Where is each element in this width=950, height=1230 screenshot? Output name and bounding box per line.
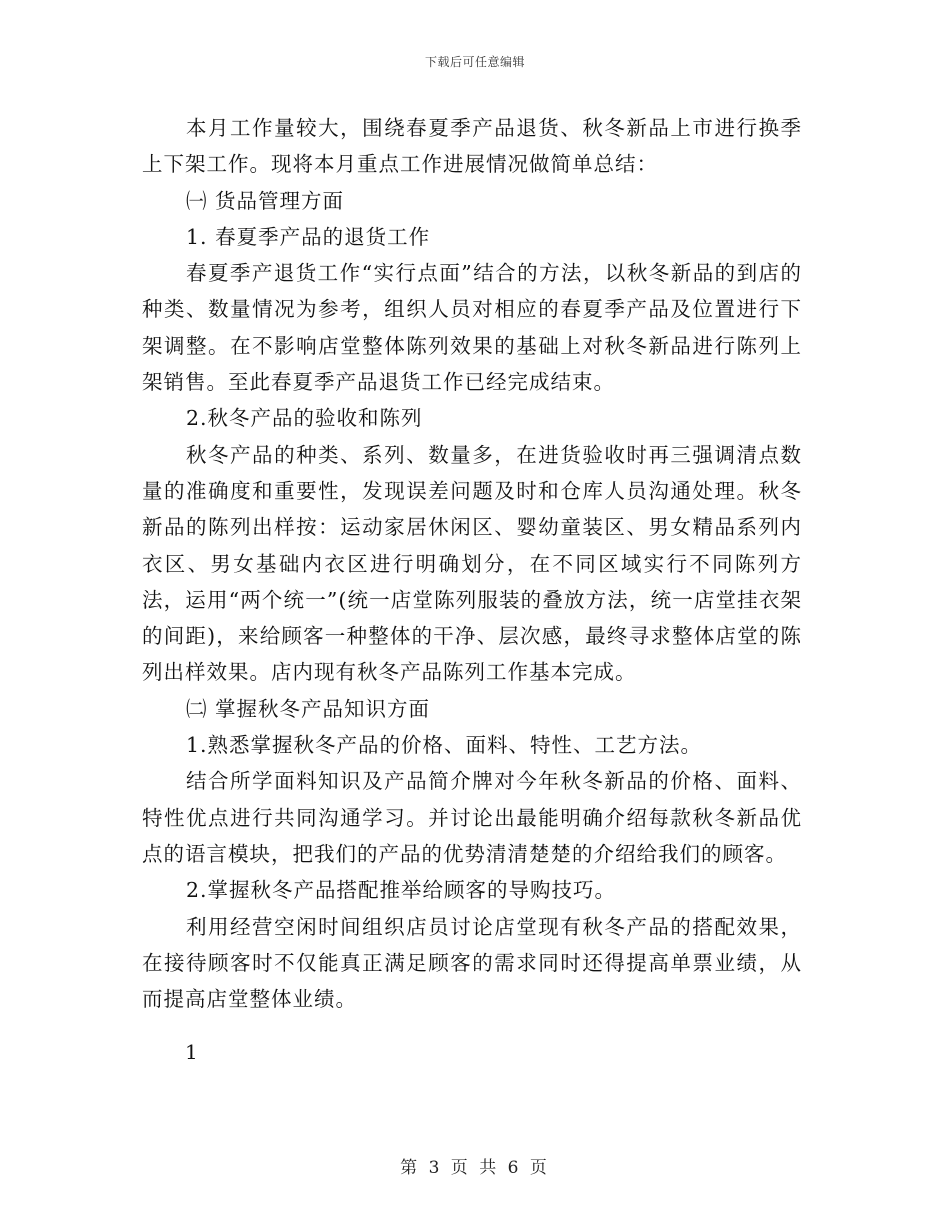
subheading-matching-skills: 2.掌握秋冬产品搭配推举给顾客的导购技巧。	[186, 878, 617, 903]
intro-paragraph: 本月工作量较大，围绕春夏季产品退货、秋冬新品上市进行换季上下架工作。现将本月重点工作进展情况做简单总结：	[142, 116, 802, 177]
inline-page-marker: 1	[185, 1040, 198, 1064]
paragraph-product-familiarity: 结合所学面料知识及产品简介牌对今年秋冬新品的价格、面料、特性优点进行共同沟通学习。并讨论出最能明确介绍每款秋冬新品优点的语言模块，把我们的产品的优势清清楚楚的介绍给我们的顾客。	[142, 769, 802, 866]
section-heading-product-knowledge: ㈡ 掌握秋冬产品知识方面	[186, 696, 431, 721]
subheading-product-familiarity: 1.熟悉掌握秋冬产品的价格、面料、特性、工艺方法。	[186, 733, 703, 758]
document-body	[142, 110, 802, 1017]
paragraph-matching-skills: 利用经营空闲时间组织店员讨论店堂现有秋冬产品的搭配效果，在接待顾客时不仅能真正满足顾客的需求同时还得提高单票业绩，从而提高店堂整体业绩。	[142, 914, 802, 1012]
section-heading-goods-management: ㈠ 货品管理方面	[186, 188, 345, 213]
paragraph-autumn-winter-display: 秋冬产品的种类、系列、数量多，在进货验收时再三强调清点数量的准确度和重要性，发现误差问题及时和仓库人员沟通处理。秋冬新品的陈列出样按：运动家居休闲区、婴幼童装区、男女精品系列内衣区、男女基础内衣区进行明确划分，在不同区域实行不同陈列方法，运用“两个统一”(统一店堂陈列服装的叠放方法，统一店堂挂衣架的间距)，来给顾客一种整体的干净、层次感，最终寻求整体店堂的陈列出样效果。店内现有秋冬产品陈列工作基本完成。	[142, 442, 802, 685]
subheading-autumn-winter-display: 2.秋冬产品的验收和陈列	[186, 406, 423, 431]
paragraph-spring-summer-returns: 春夏季产退货工作“实行点面”结合的方法，以秋冬新品的到店的种类、数量情况为参考，组织人员对相应的春夏季产品及位置进行下架调整。在不影响店堂整体陈列效果的基础上对秋冬新品进行陈列上架销售。至此春夏季产品退货工作已经完成结束。	[142, 261, 802, 395]
header-note: 下载后可任意编辑	[424, 55, 525, 69]
page-footer: 第 3 页 共 6 页	[400, 1158, 550, 1178]
subheading-spring-summer-returns: 1. 春夏季产品的退货工作	[186, 224, 431, 249]
